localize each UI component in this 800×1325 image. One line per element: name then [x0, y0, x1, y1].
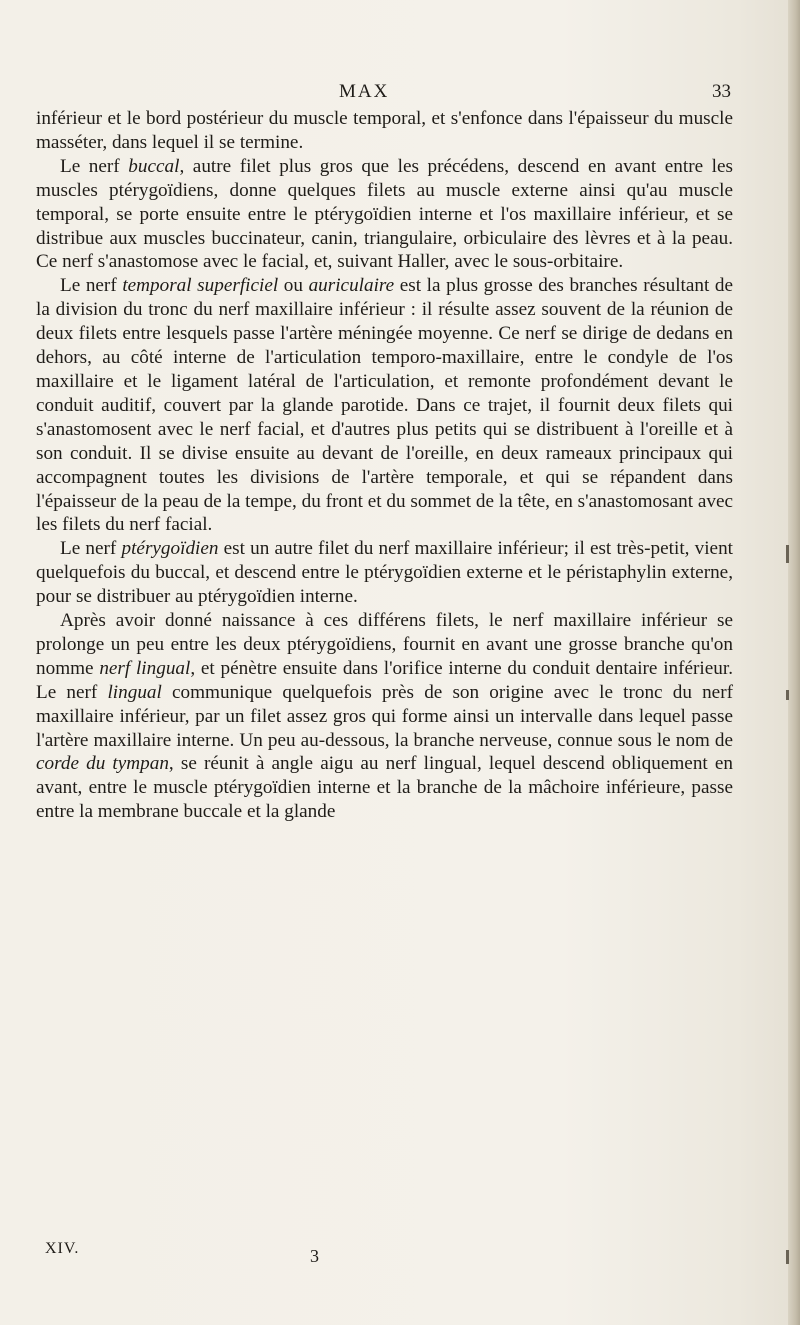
text-run: est un autre filet du nerf maxillaire inférieur; il est très-petit, vient quelquefois du buccal, et descend entre le ptérygoïdien externe et le péristaphylin externe, pour se distribuer au ptérygoïdien interne.: [36, 538, 733, 608]
paragraph: [36, 107, 733, 155]
text-run: communique quelquefois près de son origine avec le tronc du nerf maxillaire inférieur, par un filet assez gros qui forme ainsi un intervalle dans lequel passe l'artère maxillaire interne. Un peu au-dessous, la branche nerveuse, connue sous le nom de: [36, 681, 733, 751]
paragraph: [36, 537, 733, 609]
paragraph: [36, 155, 733, 275]
text-run: Après avoir donné naissance à ces différens filets, le nerf maxillaire inférieur se prolonge un peu entre les deux ptérygoïdiens, fournit en avant une grosse branche qu'on nomme: [36, 610, 733, 679]
running-head: MAX: [339, 81, 390, 102]
text-run: Le nerf: [60, 155, 129, 177]
text-run: inférieur et le bord postérieur du muscle temporal, et s'enfonce dans l'épaisseur du muscle masséter, dans lequel il se termine.: [36, 108, 733, 153]
text-run: Le nerf: [60, 538, 122, 560]
italic-term: buccal: [128, 155, 180, 177]
edge-mark: [786, 545, 789, 563]
text-run: Le nerf: [60, 275, 123, 297]
page-number: 33: [712, 81, 731, 102]
italic-term: auriculaire: [308, 275, 395, 297]
edge-mark: [786, 1250, 789, 1264]
italic-term: nerf lingual: [99, 657, 191, 679]
page-footer: [45, 1240, 725, 1270]
text-run: est la plus grosse des branches résultant de la division du tronc du nerf maxillaire inférieur : il résulte assez souvent de la réunion de deux filets entre lesquels passe l'artère méningée moyenne. Ce nerf se dirige de dedans en dehors, au côté interne de l'articulation temporo-maxillaire, entre le condyle de l'os maxillaire et le ligament latéral de l'articulation, et remonte profondément devant le conduit auditif, couvert par la glande parotide. Dans ce trajet, il fournit deux filets qui s'anastomosent avec le nerf facial, et d'autres plus petits qui se distribuent à l'oreille et à son conduit. Il se divise ensuite au devant de l'oreille, en deux rameaux principaux qui accompagnent toutes les divisions de l'artère temporale, et qui se répandent dans l'épaisseur de la peau de la tempe, du front et du sommet de la tête, en s'anastomosant avec les filets du nerf facial.: [36, 275, 734, 536]
text-run: , se réunit à angle aigu au nerf lingual, lequel descend obliquement en avant, entre le muscle ptérygoïdien interne et la branche de la mâchoire inférieure, passe entre la membrane buccale et la glande: [36, 753, 733, 823]
italic-term: lingual: [107, 681, 162, 703]
signature-number: 3: [310, 1246, 319, 1266]
text-run: ou: [278, 275, 309, 297]
edge-mark: [786, 690, 789, 700]
page-edge-shadow: [788, 0, 800, 1325]
text-run: , autre filet plus gros que les précédens, descend en avant entre les muscles ptérygoïdiens, donne quelques filets au muscle externe ainsi qu'au muscle temporal, se porte ensuite entre le ptérygoïdien interne et l'os maxillaire inférieur, et se distribue aux muscles buccinateur, canin, triangulaire, orbiculaire des lèvres et à la peau. Ce nerf s'anastomose avec le facial, et, suivant Haller, avec le sous-orbitaire.: [36, 155, 733, 273]
signature-mark: XIV.: [45, 1240, 80, 1257]
paragraph: [36, 609, 733, 824]
italic-term: temporal superficiel: [122, 275, 279, 297]
text-run: , et pénètre ensuite dans l'orifice interne du conduit dentaire inférieur. Le nerf: [36, 657, 733, 703]
body-text: [36, 107, 733, 824]
italic-term: ptérygoïdien: [121, 538, 219, 560]
paragraph: [36, 274, 733, 537]
italic-term: corde du tympan: [36, 753, 169, 775]
page-header: [44, 81, 731, 109]
